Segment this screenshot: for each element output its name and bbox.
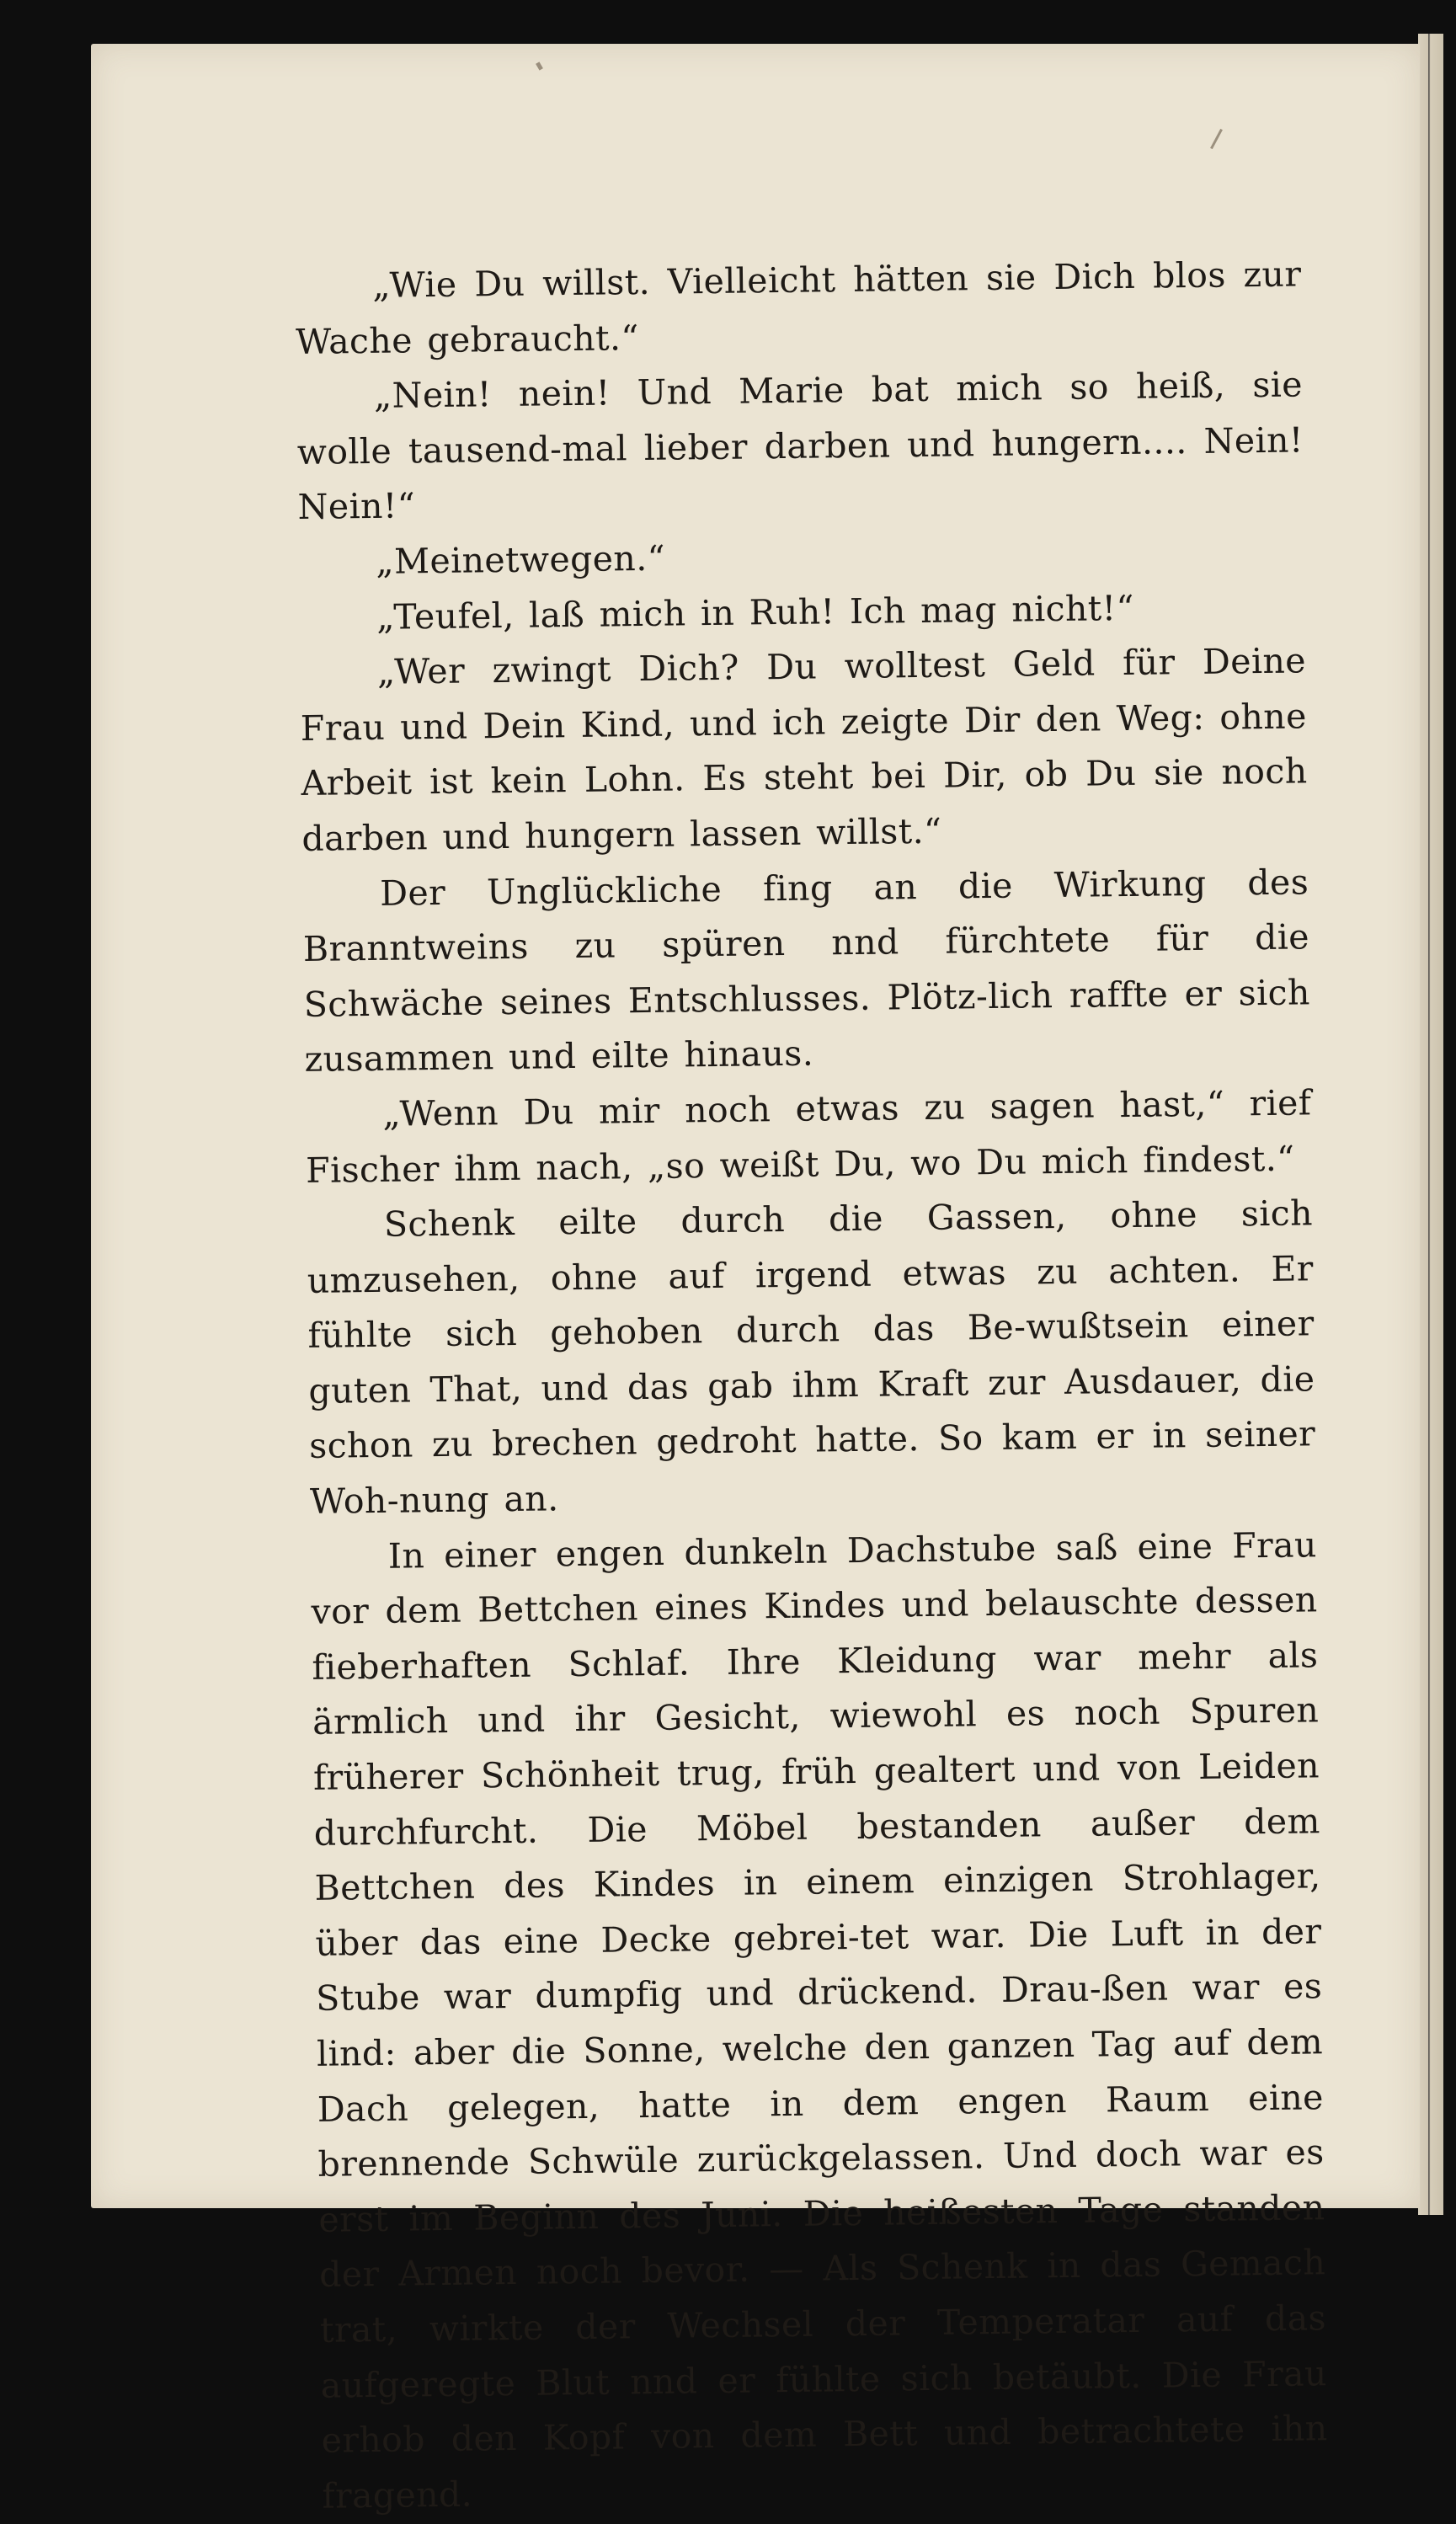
paragraph: „Wie Du willst. Vielleicht hätten sie Dich blos zur Wache gebraucht.“	[295, 253, 1302, 362]
paragraph: „Nein! nein! Und Marie bat mich so heiß, sie wolle tausend-mal lieber darben und hungern.... Nein! Nein!“	[296, 364, 1304, 528]
next-page-edge	[1418, 34, 1443, 2215]
paragraph: „Teufel, laß mich in Ruh! Ich mag nicht!“	[376, 587, 1135, 638]
body-text	[295, 247, 1329, 2524]
paragraph: In einer engen dunkeln Dachstube saß eine Frau vor dem Bettchen eines Kindes und belauschte dessen fieberhaften Schlaf. Ihre Kleidung war mehr als ärmlich und ihr Gesicht, wiewohl es noch Spuren früherer Schönheit trug, früh gealtert und von Leiden durchfurcht. Die Möbel bestanden außer dem Bettchen des Kindes in einem einzigen Strohlager, über das eine Decke gebrei-tet war. Die Luft in der Stube war dumpfig und drückend. Drau-ßen war es lind: aber die Sonne, welche den ganzen Tag auf dem Dach gelegen, hatte in dem engen Raum eine brennende Schwüle zurückgelassen. Und doch war es erst im Beginn des Juni. Die heißesten Tage standen der Armen noch bevor. — Als Schenk in das Gemach trat, wirkte der Wechsel der Temperatar auf das aufgeregte Blut nnd er fühlte sich betäubt. Die Frau erhob den Kopf von dem Bett und betrachtete ihn fragend.	[311, 1523, 1328, 2516]
paragraph: „Wer zwingt Dich? Du wolltest Geld für Deine Frau und Dein Kind, und ich zeigte Dir den Weg: ohne Arbeit ist kein Lohn. Es steht bei Dir, ob Du sie noch darben und hungern lassen willst.“	[300, 640, 1308, 859]
paper-speck	[1210, 129, 1223, 149]
paragraph: Schenk eilte durch die Gassen, ohne sich umzusehen, ohne auf irgend etwas zu achten. Er fühlte sich gehoben durch das Be-wußtsein einer guten That, und das gab ihm Kraft zur Ausdauer, die schon zu brechen gedroht hatte. So kam er in seiner Woh-nung an.	[307, 1193, 1316, 1522]
paper-speck	[536, 61, 543, 70]
paragraph: Der Unglückliche fing an die Wirkung des Branntweins zu spüren nnd fürchtete für die Schwäche seines Entschlusses. Plötz-lich raffte er sich zusammen und eilte hinaus.	[302, 861, 1311, 1081]
paragraph: „Wenn Du mir noch etwas zu sagen hast,“ rief Fischer ihm nach, „so weißt Du, wo Du mich findest.“	[305, 1082, 1312, 1191]
paragraph: „Meinetwegen.“	[376, 537, 666, 582]
